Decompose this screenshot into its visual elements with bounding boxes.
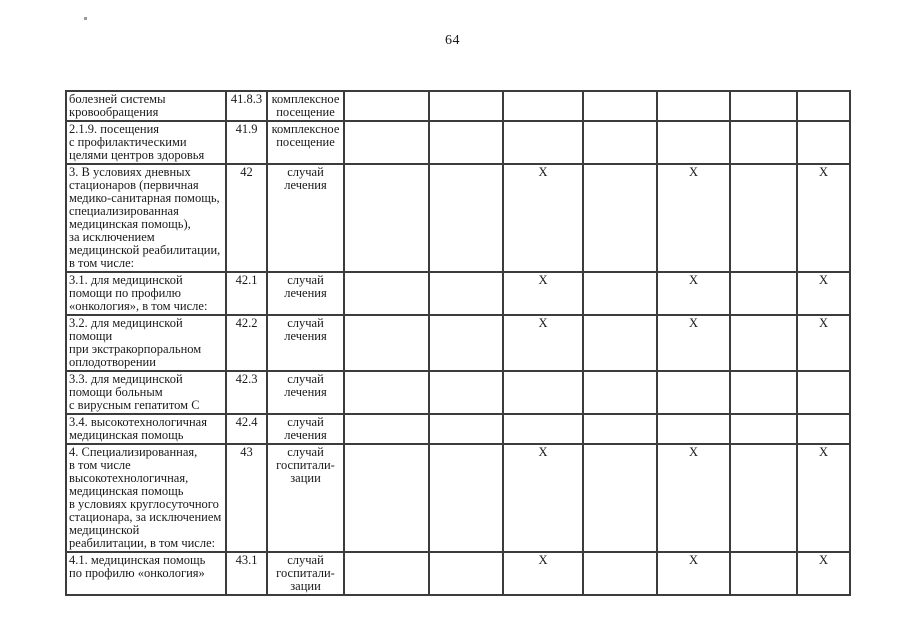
cell-mark-x: X <box>657 272 730 315</box>
description-line: целями центров здоровья <box>69 148 205 162</box>
cell-empty <box>583 272 657 315</box>
cell-mark-x: X <box>657 444 730 552</box>
unit-line: лечения <box>284 428 327 442</box>
unit-line: лечения <box>284 385 327 399</box>
description-line: кровообращения <box>69 105 159 119</box>
cell-description <box>66 91 226 121</box>
description-line: медицинской реабилитации, <box>69 243 221 257</box>
cell-empty <box>730 91 797 121</box>
cell-description <box>66 444 226 552</box>
cell-unit <box>267 371 344 414</box>
cell-empty <box>797 121 850 164</box>
cell-empty <box>583 315 657 371</box>
unit-line: зации <box>290 471 321 485</box>
cell-unit <box>267 552 344 595</box>
cell-code: 42.4 <box>226 414 267 444</box>
cell-mark-x: X <box>503 315 583 371</box>
description-line: 3.4. высокотехнологичная <box>69 415 207 429</box>
cell-empty <box>797 414 850 444</box>
cell-code: 41.8.3 <box>226 91 267 121</box>
cell-mark-x: X <box>797 444 850 552</box>
table-row <box>66 164 850 272</box>
cell-empty <box>730 164 797 272</box>
cell-empty <box>730 444 797 552</box>
cell-empty <box>657 414 730 444</box>
cell-description <box>66 414 226 444</box>
description-line: по профилю «онкология» <box>69 566 205 580</box>
description-line: помощи больным <box>69 385 163 399</box>
description-line: 2.1.9. посещения <box>69 122 160 136</box>
description-line: помощи <box>69 329 113 343</box>
cell-empty <box>730 315 797 371</box>
unit-line: госпитали- <box>276 458 335 472</box>
cell-empty <box>657 121 730 164</box>
cell-empty <box>503 91 583 121</box>
cell-empty <box>344 164 429 272</box>
description-line: 3.2. для медицинской <box>69 316 183 330</box>
description-line: медицинская помощь), <box>69 217 191 231</box>
cell-unit <box>267 414 344 444</box>
cell-description <box>66 272 226 315</box>
cell-code: 42.1 <box>226 272 267 315</box>
description-line: в том числе: <box>69 256 135 270</box>
cell-description <box>66 121 226 164</box>
cell-empty <box>583 164 657 272</box>
unit-line: лечения <box>284 286 327 300</box>
description-line: медицинская помощь <box>69 484 184 498</box>
cell-description <box>66 552 226 595</box>
description-line: 3. В условиях дневных <box>69 165 191 179</box>
table-body <box>66 91 850 595</box>
cell-empty <box>583 414 657 444</box>
cell-empty <box>730 371 797 414</box>
cell-empty <box>503 414 583 444</box>
description-line: 4.1. медицинская помощь <box>69 553 206 567</box>
cell-description <box>66 315 226 371</box>
cell-empty <box>344 414 429 444</box>
cell-unit <box>267 444 344 552</box>
cell-unit <box>267 121 344 164</box>
cell-empty <box>344 91 429 121</box>
unit-line: случай <box>287 415 324 429</box>
cell-mark-x: X <box>503 552 583 595</box>
cell-mark-x: X <box>797 272 850 315</box>
cell-empty <box>797 91 850 121</box>
cell-empty <box>503 121 583 164</box>
cell-code: 41.9 <box>226 121 267 164</box>
table-row <box>66 315 850 371</box>
unit-line: госпитали- <box>276 566 335 580</box>
unit-line: случай <box>287 553 324 567</box>
unit-line: комплексное <box>271 92 340 106</box>
cell-mark-x: X <box>503 272 583 315</box>
unit-line: лечения <box>284 178 327 192</box>
description-line: 4. Специализированная, <box>69 445 198 459</box>
cell-empty <box>429 91 503 121</box>
description-line: болезней системы <box>69 92 166 106</box>
cell-code: 43 <box>226 444 267 552</box>
description-line: стационаров (первичная <box>69 178 199 192</box>
page-number: 64 <box>445 33 460 48</box>
table-row <box>66 371 850 414</box>
unit-line: лечения <box>284 329 327 343</box>
cell-empty <box>344 315 429 371</box>
cell-empty <box>429 444 503 552</box>
description-line: помощи по профилю <box>69 286 181 300</box>
description-line: с вирусным гепатитом С <box>69 398 200 412</box>
cell-mark-x: X <box>657 315 730 371</box>
table-row <box>66 121 850 164</box>
cell-empty <box>730 272 797 315</box>
cell-empty <box>429 121 503 164</box>
cell-empty <box>429 371 503 414</box>
cell-empty <box>344 121 429 164</box>
cell-empty <box>583 121 657 164</box>
table-row <box>66 414 850 444</box>
cell-empty <box>583 371 657 414</box>
cell-empty <box>344 444 429 552</box>
cell-unit <box>267 315 344 371</box>
description-line: в том числе <box>69 458 131 472</box>
cell-empty <box>344 371 429 414</box>
cell-empty <box>503 371 583 414</box>
cell-empty <box>583 444 657 552</box>
cell-unit <box>267 91 344 121</box>
description-line: медико-санитарная помощь, <box>69 191 220 205</box>
cell-description <box>66 371 226 414</box>
description-line: в условиях круглосуточного <box>69 497 219 511</box>
unit-line: комплексное <box>271 122 340 136</box>
cell-code: 42.2 <box>226 315 267 371</box>
unit-line: посещение <box>276 135 335 149</box>
description-line: 3.1. для медицинской <box>69 273 183 287</box>
medical-care-volumes-table <box>65 90 851 596</box>
unit-line: посещение <box>276 105 335 119</box>
description-line: оплодотворении <box>69 355 156 369</box>
cell-empty <box>344 272 429 315</box>
table-row <box>66 444 850 552</box>
description-line: за исключением <box>69 230 155 244</box>
cell-mark-x: X <box>657 552 730 595</box>
unit-line: случай <box>287 445 324 459</box>
cell-mark-x: X <box>797 552 850 595</box>
cell-empty <box>657 91 730 121</box>
cell-empty <box>429 164 503 272</box>
cell-code: 43.1 <box>226 552 267 595</box>
cell-unit <box>267 164 344 272</box>
cell-mark-x: X <box>503 444 583 552</box>
unit-line: зации <box>290 579 321 593</box>
description-line: специализированная <box>69 204 179 218</box>
description-line: высокотехнологичная, <box>69 471 189 485</box>
cell-empty <box>429 552 503 595</box>
unit-line: случай <box>287 273 324 287</box>
cell-empty <box>797 371 850 414</box>
cell-mark-x: X <box>503 164 583 272</box>
unit-line: случай <box>287 316 324 330</box>
cell-description <box>66 164 226 272</box>
table-row <box>66 552 850 595</box>
cell-mark-x: X <box>657 164 730 272</box>
cell-empty <box>583 91 657 121</box>
unit-line: случай <box>287 372 324 386</box>
scan-speck-artifact <box>84 17 87 20</box>
description-line: при экстракорпоральном <box>69 342 202 356</box>
cell-empty <box>730 414 797 444</box>
description-line: медицинской <box>69 523 140 537</box>
cell-code: 42.3 <box>226 371 267 414</box>
cell-mark-x: X <box>797 164 850 272</box>
cell-unit <box>267 272 344 315</box>
description-line: с профилактическими <box>69 135 187 149</box>
description-line: «онкология», в том числе: <box>69 299 208 313</box>
description-line: медицинская помощь <box>69 428 184 442</box>
cell-empty <box>583 552 657 595</box>
table-row <box>66 91 850 121</box>
unit-line: случай <box>287 165 324 179</box>
cell-empty <box>730 552 797 595</box>
cell-empty <box>344 552 429 595</box>
description-line: реабилитации, в том числе: <box>69 536 216 550</box>
description-line: стационара, за исключением <box>69 510 222 524</box>
cell-empty <box>429 414 503 444</box>
cell-mark-x: X <box>797 315 850 371</box>
cell-empty <box>730 121 797 164</box>
description-line: 3.3. для медицинской <box>69 372 183 386</box>
cell-empty <box>429 272 503 315</box>
table-row <box>66 272 850 315</box>
cell-empty <box>657 371 730 414</box>
cell-code: 42 <box>226 164 267 272</box>
cell-empty <box>429 315 503 371</box>
